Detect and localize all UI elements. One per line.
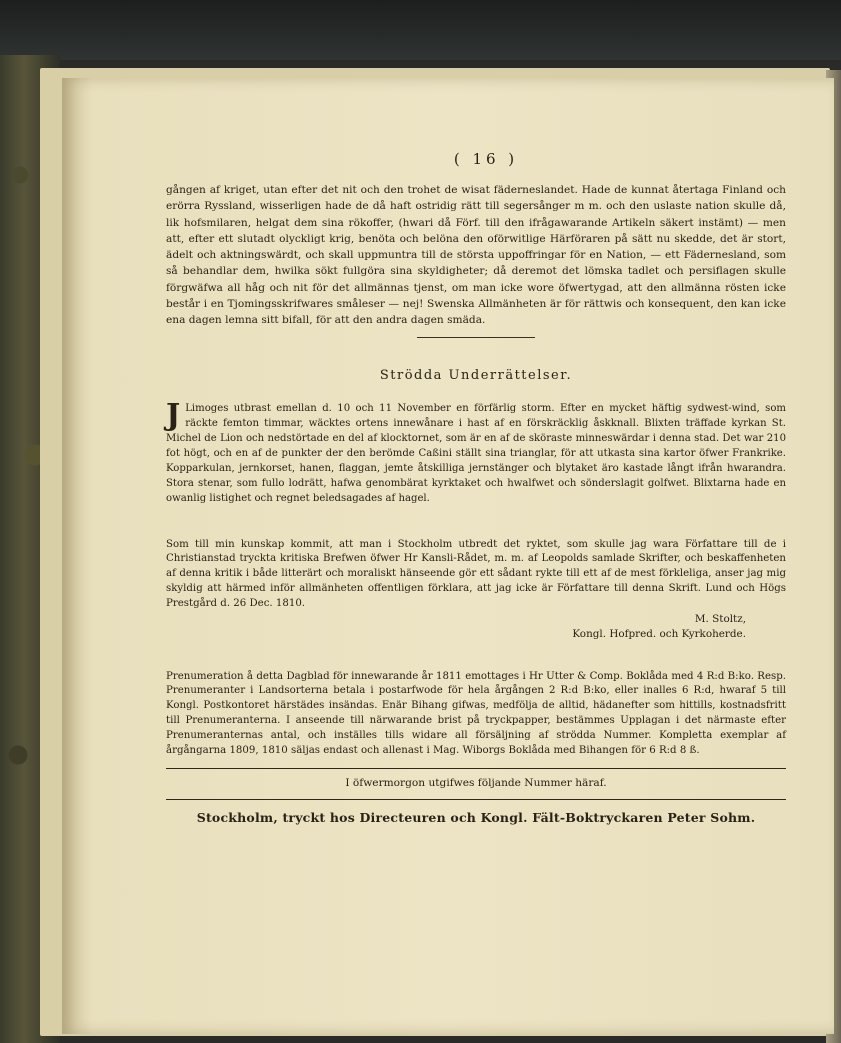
page-content <box>166 150 786 825</box>
news-item <box>166 397 786 506</box>
article-continuation: gången af kriget, utan efter det nit och den trohet de wisat fäderneslandet. Hade de kunnat återtaga Finland och erörra Ryssland, wisserligen hade de då haft ostridig rätt till segersånger m m. och den uslaste nation skulle då, lik hofsmilaren, helgat dem sina rökoffer, (hwari då Förf. till den ifrågawarande Artikeln säkert instämt) — men att, efter ett slutadt olyckligt krig, benöta och belöna den oförwitlige Härföraren på sätt nu skedde, det är stort, ädelt och aktningswärdt, och skall uppmuntra till de största uppoffringar för en Nation, — ett Fädernesland, som så behandlar dem, hwilka sökt fullgöra sina skyldigheter; då deremot det lömska tadlet och persiflagen skulle förgwäfwa all håg och nit för det allmännas tjenst, om man icke wore öfwertygad, att den allmänna rösten icke består i en Tjomingsskrifwares småleser — nej! Swenska Allmänheten är för rättwis och konsequent, den kan icke ena dagen lemna sitt bifall, för att den andra dagen smäda. <box>166 184 786 327</box>
public-notice: Som till min kunskap kommit, att man i Stockholm utbredt det ryktet, som skulle jag wara Författare till de i Christianstad tryckta kritiska Brefwen öfwer Hr Kansli-Rådet, m. m. af Leopolds samlade Skrifter, och beskaffenheten af denna kritik i både litterärt och moraliskt hänseende gör ett sådant rykte till ett af de mest förkleliga, anser jag mig skyldig att härmed inför allmänheten offentligen förklara, att jag icke är Författare till denna Skrift. Lund och Högs Prestgård d. 26 Dec. 1810. <box>166 538 786 609</box>
footer-divider-bottom <box>166 799 786 800</box>
page-number: ( 16 ) <box>453 150 519 168</box>
subscription-notice: Prenumeration å detta Dagblad för innewarande år 1811 emottages i Hr Utter & Comp. Boklåda med 4 R:d B:ko. Resp. Prenumeranter i Landsorterna betala i postarfwode för hela årgången 2 R:d B:ko, eller inalles 6 R:d, hwaraf 5 till Kongl. Postkontoret härstädes insändas. Enär Bihang gifwas, medfölja de alltid, hädanefter som hittills, kostnadsfritt till Prenumeranterna. I anseende till närwarande brist på tryckpapper, bestämmes Upplagan i det närmaste efter Prenumeranternas antal, och inställes tills widare all försäljning af strödda Nummer. Kompletta exemplar af årgångarna 1809, 1810 säljas endast och allenast i Mag. Wiborgs Boklåda med Bihangen för 6 R:d 8 ß. <box>166 670 786 756</box>
drop-cap: J <box>166 397 181 433</box>
signature-title: Kongl. Hofpred. och Kyrkoherde. <box>572 627 746 640</box>
section-title: Strödda Underrättelser. <box>379 367 573 383</box>
printer-imprint: Stockholm, tryckt hos Directeuren och Kongl. Fält-Boktryckaren Peter Sohm. <box>196 810 756 826</box>
news-item-text: Limoges utbrast emellan d. 10 och 11 November en förfärlig storm. Efter en mycket häftig sydwest-wind, som räckte femton timmar, wäcktes ortens innewånare i hast af en förskräcklig åskknall. Blixten träffade kyrkan St. Michel de Lion och nedstörtade en del af klocktornet, som är en af de sköraste minneswärdar i denna stad. Det war 210 fot högt, och en af de punkter der den berömde Caßini ställt sina trianglar, för att utkasta sina kartor öfwer Frankrike. Kopparkulan, jernkorset, hanen, flaggan, jemte åtskilliga jernstänger och blytaket äro kastade långt ifrån hwarandra. Stora stenar, som fullo lodrätt, hafwa genombärat kyrktaket och hwalfwet och sönderslagit golfwet. Blixtarna hade en owanlig listighet och regnet beledsagades af hagel. <box>166 402 786 504</box>
scan-background-top <box>0 0 841 60</box>
footer-divider-top <box>166 768 786 769</box>
section-divider <box>417 337 535 338</box>
next-issue-notice: I öfwermorgon utgifwes följande Nummer häraf. <box>345 777 607 790</box>
signature-name: M. Stoltz, <box>694 612 746 625</box>
